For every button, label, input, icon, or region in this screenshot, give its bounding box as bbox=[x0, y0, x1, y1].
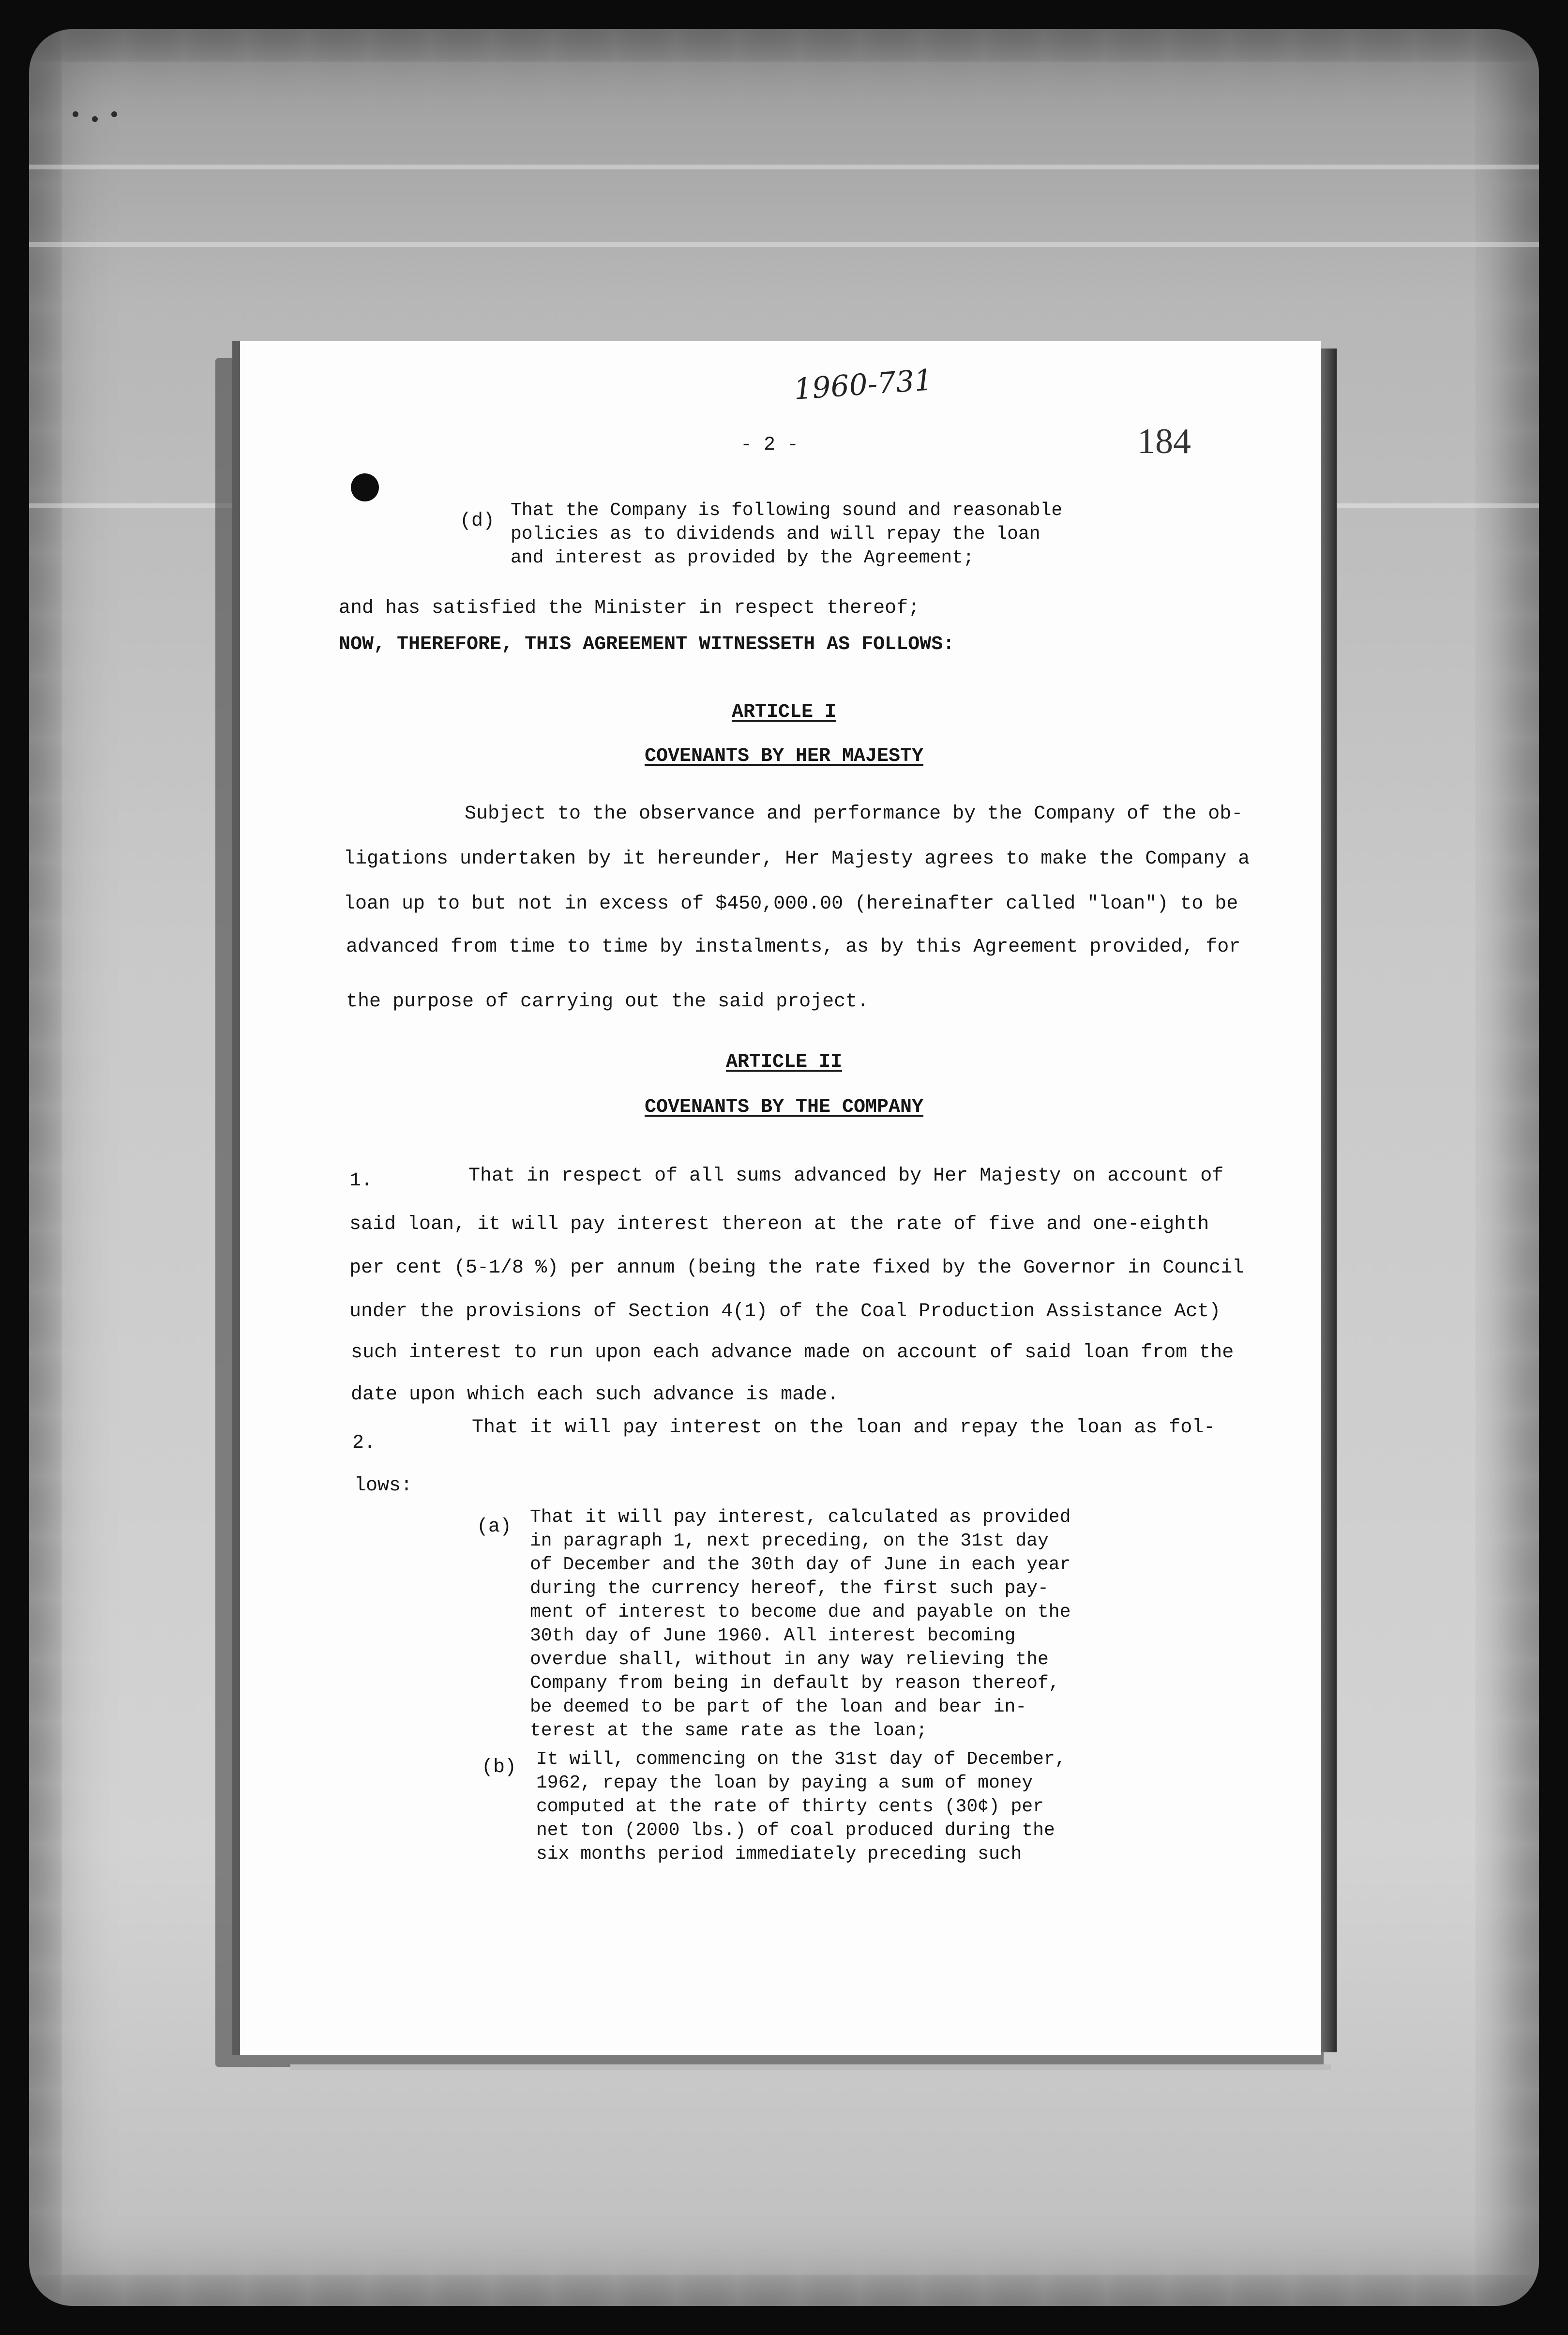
handwritten-reference: 1960-731 bbox=[792, 363, 934, 407]
scan-artifact bbox=[29, 165, 1539, 169]
punch-hole bbox=[351, 473, 379, 501]
paragraph-1-line: said loan, it will pay interest thereon at the rate of five and one-eighth bbox=[349, 1213, 1209, 1235]
article-2-heading: ARTICLE II bbox=[725, 1051, 843, 1073]
article-1-heading: ARTICLE I bbox=[731, 701, 837, 723]
item-d-text: That the Company is following sound and reasonable policies as to dividends and will repay the loan and interest as provided by the Agreement; bbox=[511, 500, 1063, 568]
article-1-line: ligations undertaken by it hereunder, Her Majesty agrees to make the Company a bbox=[344, 848, 1250, 870]
paragraph-1-number: 1. bbox=[349, 1170, 373, 1192]
scan-artifact bbox=[29, 242, 1539, 247]
item-d-marker: (d) bbox=[460, 510, 495, 532]
item-a-marker: (a) bbox=[477, 1516, 512, 1538]
paragraph-1-line: under the provisions of Section 4(1) of the Coal Production Assistance Act) bbox=[349, 1301, 1221, 1322]
paragraph-1-line: per cent (5-1/8 %) per annum (being the rate fixed by the Governor in Council bbox=[349, 1257, 1244, 1279]
item-b-text: It will, commencing on the 31st day of December, 1962, repay the loan by paying a sum of money computed at the rate of thirty cents (30¢) per net ton (2000 lbs.) of coal produced during the six months period immediately preceding such bbox=[536, 1749, 1066, 1865]
paragraph-1-line: That in respect of all sums advanced by Her Majesty on account of bbox=[468, 1165, 1224, 1187]
paragraph-2-line: That it will pay interest on the loan and repay the loan as fol- bbox=[472, 1417, 1216, 1439]
article-1-subheading: COVENANTS BY HER MAJESTY bbox=[644, 745, 924, 767]
sheet-edge bbox=[290, 2064, 1331, 2070]
sheet-edge bbox=[1321, 349, 1337, 2052]
paragraph-1-line: such interest to run upon each advance made on account of said loan from the bbox=[351, 1342, 1234, 1364]
article-2-subheading: COVENANTS BY THE COMPANY bbox=[644, 1096, 924, 1118]
article-1-line: the purpose of carrying out the said project. bbox=[346, 991, 869, 1013]
page-number: - 2 - bbox=[740, 434, 799, 456]
article-1-line: Subject to the observance and performance by the Company of the ob- bbox=[465, 803, 1243, 825]
article-1-line: loan up to but not in excess of $450,000.00 (hereinafter called "loan") to be bbox=[344, 893, 1238, 915]
item-b-marker: (b) bbox=[482, 1757, 517, 1778]
witnesseth-heading: NOW, THEREFORE, THIS AGREEMENT WITNESSETH AS FOLLOWS: bbox=[339, 634, 955, 655]
paragraph-2-number: 2. bbox=[352, 1432, 376, 1454]
article-1-line: advanced from time to time by instalments, as by this Agreement provided, for bbox=[346, 936, 1241, 958]
paragraph-1-line: date upon which each such advance is made. bbox=[351, 1384, 839, 1406]
folio-number: 184 bbox=[1137, 422, 1191, 461]
item-a-text: That it will pay interest, calculated as provided in paragraph 1, next preceding, on the 31st day of December and the 30th day of June in each year during the currency hereof, the first such pay- ment of interest to become due and payable on the 30th day of June 1960. All interest becoming overdue shall, without in any way relieving the Company from being in default by reason thereof, be deemed to be part of the loan and bear in- terest at the same rate as the loan; bbox=[530, 1507, 1071, 1741]
paragraph-2-line: lows: bbox=[354, 1475, 413, 1497]
satisfied-line: and has satisfied the Minister in respect thereof; bbox=[339, 597, 920, 619]
